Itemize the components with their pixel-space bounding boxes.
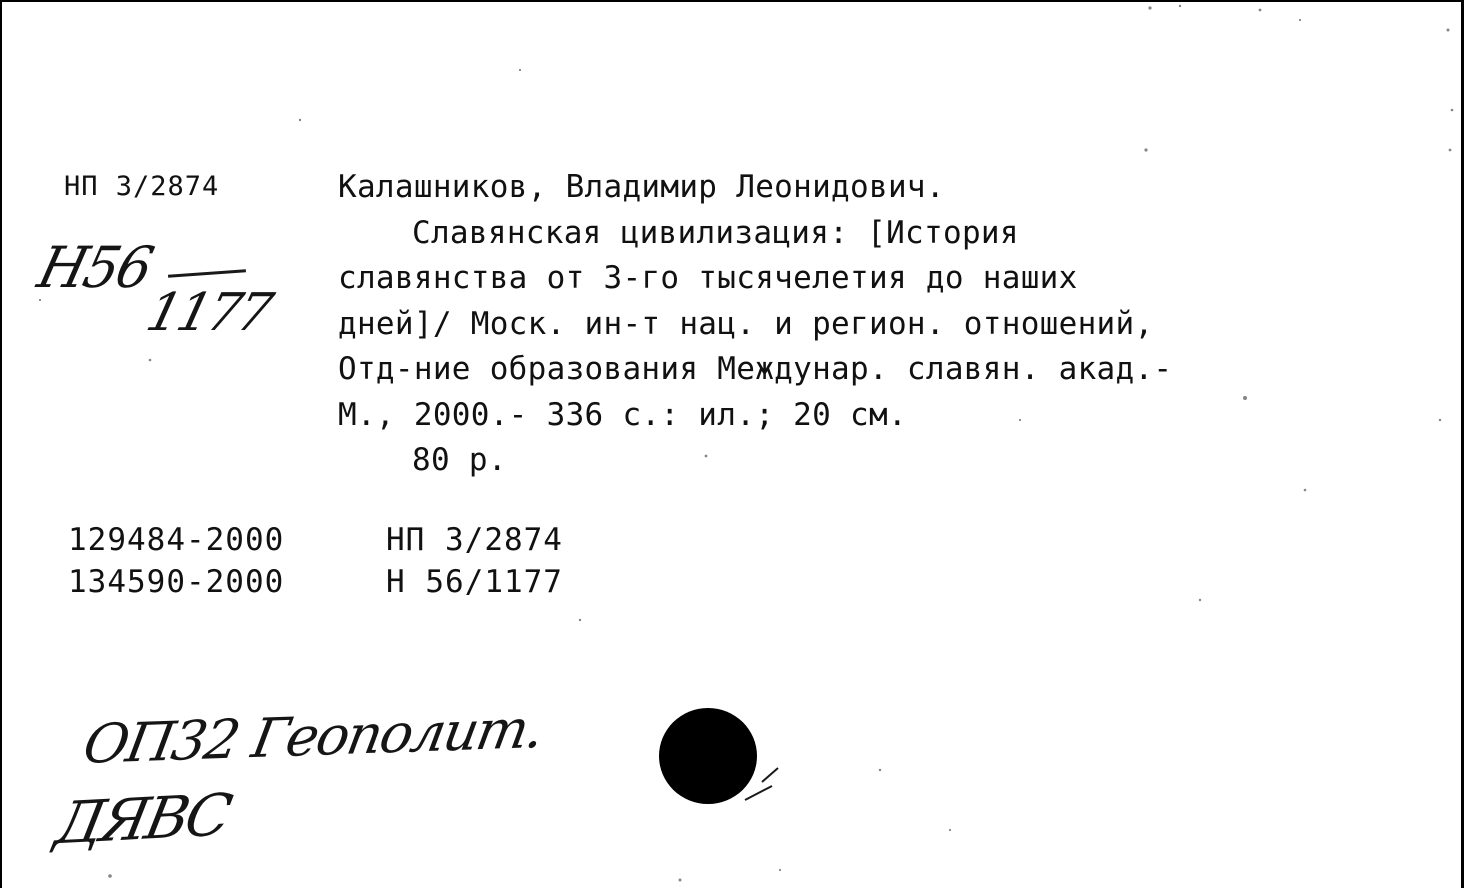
accession-row [68, 519, 563, 561]
imprint-line: М., 2000.- 336 с.: ил.; 20 см. [338, 396, 907, 433]
bibliographic-description [338, 165, 1448, 484]
author-heading: Калашников, Владимир Леонидович. [338, 169, 945, 205]
price-line: 80 р. [412, 442, 507, 478]
handwritten-call-number-bottom: 1177 [140, 283, 276, 343]
accession-number: 129484-2000 [68, 522, 285, 558]
title-continuation-line-2: дней]/ Моск. ин-т нац. и регион. отношений, [338, 305, 1154, 342]
card-shelfmark: НП 3/2874 [64, 171, 220, 202]
handwritten-note-code: ДЯВС [50, 780, 235, 858]
title-line: Славянская цивилизация: [История [412, 214, 1019, 251]
punch-hole-icon [658, 706, 758, 806]
accession-row [68, 561, 563, 603]
accession-call-number: Н 56/1177 [386, 564, 563, 600]
accession-call-number: НП 3/2874 [386, 522, 563, 558]
accession-number: 134590-2000 [68, 564, 285, 600]
handwritten-note-subject: ОП32 Геополит. [78, 697, 548, 776]
accession-list [68, 519, 563, 603]
handwritten-call-number-top: Н56 [31, 234, 159, 301]
responsibility-line: Отд-ние образования Междунар. славян. акад.- [338, 351, 1173, 387]
title-continuation-line-1: славянства от 3-го тысячелетия до наших [338, 260, 1078, 296]
